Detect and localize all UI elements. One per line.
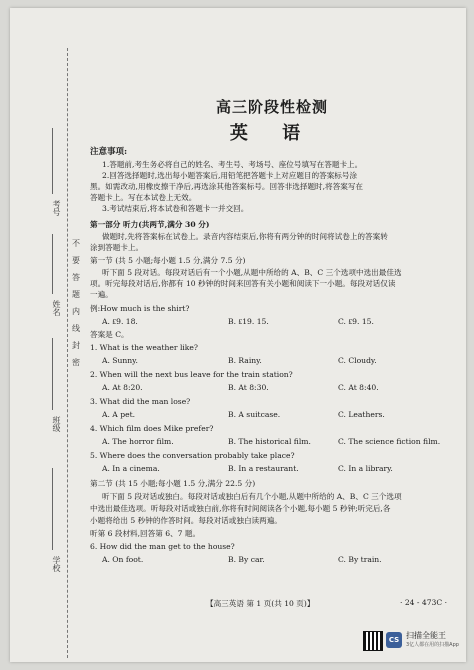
- example-answer: 答案是 C。: [90, 330, 129, 339]
- section1-intro: 项。听完每段对话后,你都有 10 秒钟的时间来回答有关小题和阅读下一小题。每段对话仅读: [90, 279, 396, 288]
- seal-warning: [71, 238, 81, 368]
- question-4: 4. Which film does Mike prefer?: [90, 424, 214, 433]
- warning-char: 要: [72, 256, 80, 265]
- note-line: 1.答题前,考生务必将自己的姓名、考生号、考场号、座位号填写在答题卡上。: [102, 160, 363, 169]
- option-1a: A. Sunny.: [102, 356, 138, 365]
- seal-line: [67, 48, 68, 658]
- option-5c: C. In a library.: [338, 464, 393, 473]
- section1-intro: 一遍。: [90, 290, 113, 299]
- exam-subject: 英 语: [229, 123, 315, 144]
- example-option: B. ₤19. 15.: [228, 317, 269, 326]
- example-question: 例:How much is the shirt?: [90, 304, 190, 313]
- exam-title: 高三阶段性检测: [215, 98, 328, 116]
- name-line: [52, 234, 53, 294]
- question-6: 6. How did the man get to the house?: [90, 542, 235, 551]
- exam-no-label: 考号: [52, 200, 61, 216]
- option-6b: B. By car.: [228, 555, 265, 564]
- option-4c: C. The science fiction film.: [338, 437, 441, 446]
- option-1c: C. Cloudy.: [338, 356, 377, 365]
- part1-intro: 涂到答题卡上。: [90, 243, 144, 252]
- warning-char: 线: [72, 324, 80, 333]
- note-line: 黑。如需改动,用橡皮擦干净后,再选涂其他答案标号。回答非选择题时,将答案写在: [90, 182, 364, 191]
- option-6a: A. On foot.: [102, 555, 144, 564]
- note-line: 3.考试结束后,将本试卷和答题卡一并交回。: [102, 204, 249, 213]
- warning-char: 不: [72, 239, 80, 248]
- scanner-app-name: 扫描全能王: [406, 631, 446, 640]
- section2-intro: 中选出最佳选项。听每段对话或独白前,你将有时间阅读各个小题,每小题 5 秒钟;听完后,各: [90, 504, 391, 513]
- warning-char: 答: [72, 273, 80, 282]
- section1-heading: 第一节 (共 5 小题;每小题 1.5 分,满分 7.5 分): [90, 256, 246, 265]
- option-2b: B. At 8:30.: [228, 383, 269, 392]
- exam-no-line: [52, 128, 53, 194]
- note-line: 答题卡上。写在本试卷上无效。: [90, 193, 197, 202]
- part1-intro: 做题时,先将答案标在试卷上。录音内容结束后,你将有两分钟的时间将试卷上的答案转: [102, 232, 388, 241]
- school-line: [52, 468, 53, 550]
- notes-heading: 注意事项:: [90, 147, 128, 157]
- option-2a: A. At 8:20.: [102, 383, 143, 392]
- section2-heading: 第二节 (共 15 小题;每小题 1.5 分,满分 22.5 分): [90, 479, 256, 488]
- scanner-app-tagline: 3亿人都在用的扫描App: [406, 642, 459, 648]
- option-6c: C. By train.: [338, 555, 382, 564]
- camscanner-logo-icon: CS: [386, 632, 402, 648]
- example-option: C. ₤9. 15.: [338, 317, 374, 326]
- section2-intro: 听下面 5 段对话或独白。每段对话或独白后有几个小题,从题中所给的 A、B、C 三个选项: [102, 492, 402, 501]
- question-1: 1. What is the weather like?: [90, 343, 198, 352]
- name-label: 姓名: [52, 300, 61, 316]
- class-label: 班级: [52, 416, 61, 432]
- paper-code: · 24 - 473C ·: [400, 598, 448, 607]
- option-4a: A. The horror film.: [102, 437, 174, 446]
- warning-char: 内: [72, 307, 80, 316]
- option-3a: A. A pet.: [102, 410, 136, 419]
- warning-char: 题: [72, 290, 80, 299]
- section1-intro: 听下面 5 段对话。每段对话后有一个小题,从题中所给的 A、B、C 三个选项中选出最佳选: [102, 268, 402, 277]
- option-3b: B. A suitcase.: [228, 410, 281, 419]
- option-2c: C. At 8:40.: [338, 383, 379, 392]
- school-label: 学校: [52, 556, 61, 572]
- option-3c: C. Leathers.: [338, 410, 385, 419]
- example-option: A. ₤9. 18.: [102, 317, 138, 326]
- note-line: 2.回答选择题时,选出每小题答案后,用铅笔把答题卡上对应题目的答案标号涂: [102, 171, 358, 180]
- question-3: 3. What did the man lose?: [90, 397, 191, 406]
- warning-char: 密: [72, 358, 80, 367]
- material-6: 听第 6 段材料,回答第 6、7 题。: [90, 529, 201, 538]
- option-5a: A. In a cinema.: [102, 464, 160, 473]
- option-4b: B. The historical film.: [228, 437, 311, 446]
- question-2: 2. When will the next bus leave for the train station?: [90, 370, 293, 379]
- page-footer: 【高三英语 第 1 页(共 10 页)】: [206, 599, 315, 608]
- option-5b: B. In a restaurant.: [228, 464, 299, 473]
- qr-code-icon: [364, 632, 382, 650]
- part1-heading: 第一部分 听力(共两节,满分 30 分): [90, 220, 210, 229]
- section2-intro: 小题将给出 5 秒钟的作答时间。每段对话或独白读两遍。: [90, 516, 282, 525]
- exam-page: [10, 8, 466, 662]
- binding-margin: [10, 8, 82, 662]
- class-line: [52, 338, 53, 410]
- option-1b: B. Rainy.: [228, 356, 262, 365]
- warning-char: 封: [72, 341, 80, 350]
- question-5: 5. Where does the conversation probably take place?: [90, 451, 295, 460]
